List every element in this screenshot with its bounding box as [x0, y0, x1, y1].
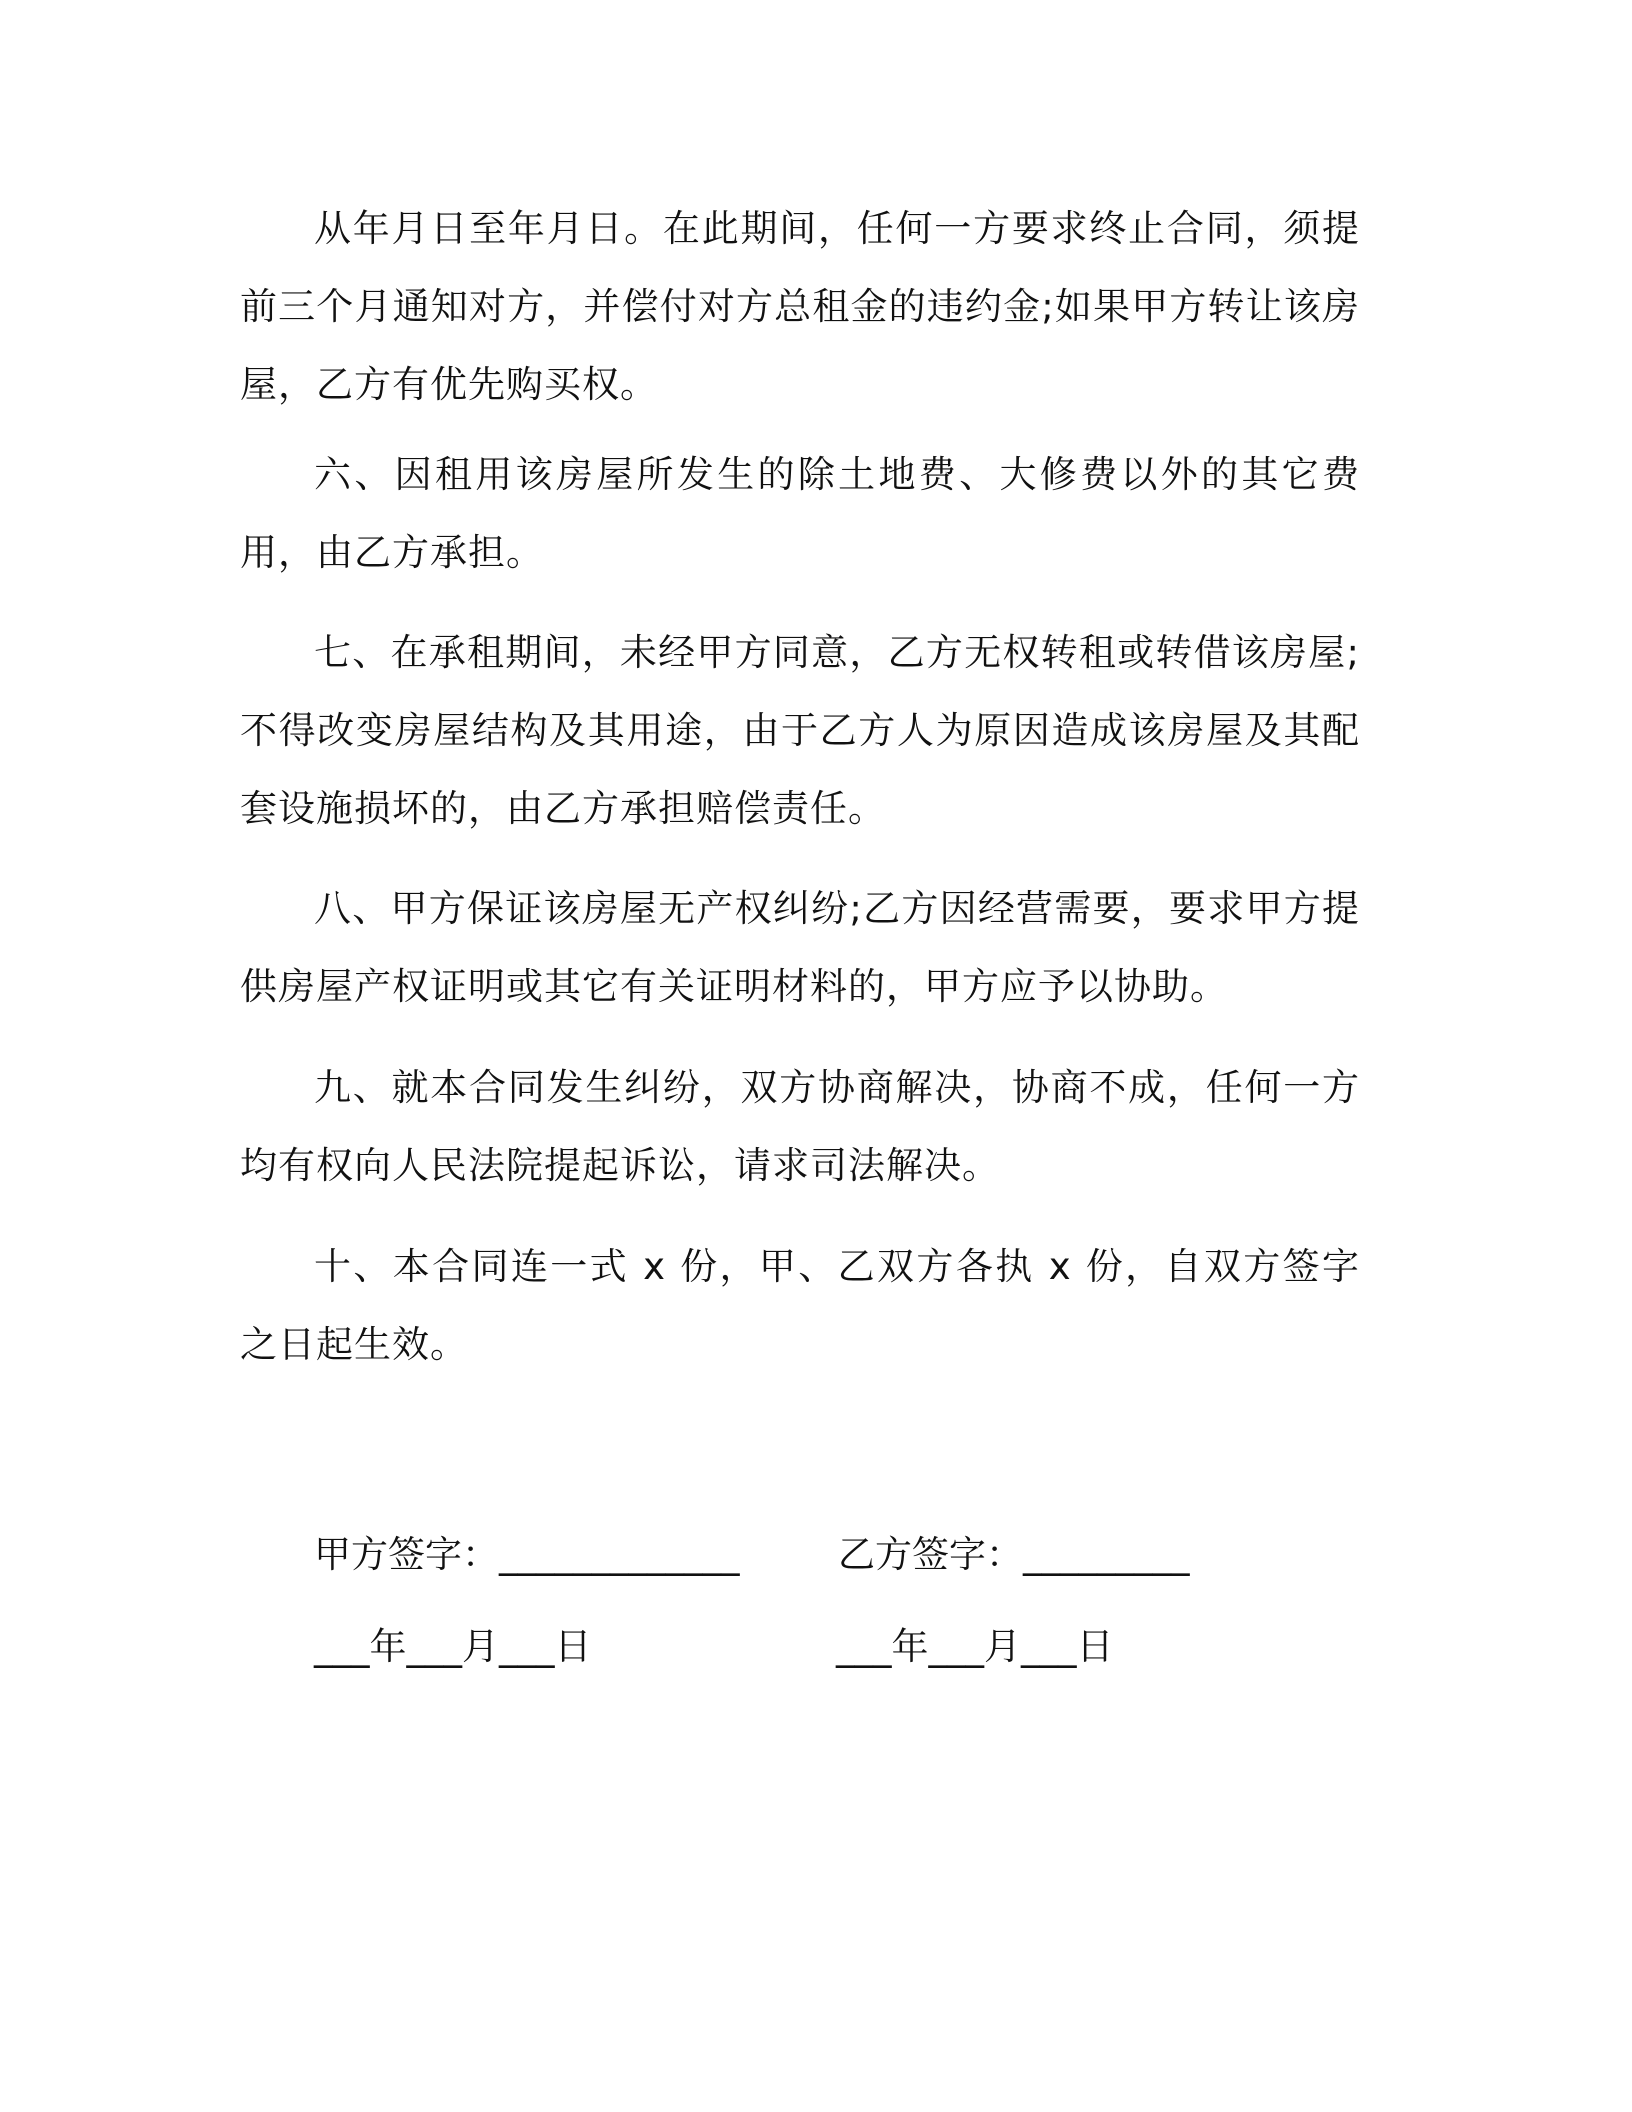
- paragraph-text: 八、甲方保证该房屋无产权纠纷;乙方因经营需要，要求甲方提供房屋产权证明或其它有关证明材料的，甲方应予以协助。: [240, 887, 1360, 1008]
- paragraph-text: 六、因租用该房屋所发生的除土地费、大修费以外的其它费用，由乙方承担。: [240, 453, 1360, 574]
- paragraph-term: [240, 190, 1360, 424]
- party-b-signature-line: 乙方签字：_________: [838, 1533, 1190, 1576]
- paragraph-text: 七、在承租期间，未经甲方同意，乙方无权转租或转借该房屋;不得改变房屋结构及其用途，由于乙方人为原因造成该房屋及其配套设施损坏的，由乙方承担赔偿责任。: [240, 631, 1360, 830]
- paragraph-text: 九、就本合同发生纠纷，双方协商解决，协商不成，任何一方均有权向人民法院提起诉讼，请求司法解决。: [240, 1066, 1360, 1187]
- party-a-date-line: ___年___月___日: [314, 1625, 592, 1668]
- paragraph-text: 十、本合同连一式 x 份，甲、乙双方各执 x 份，自双方签字之日起生效。: [240, 1245, 1360, 1366]
- paragraph-clause-10: [240, 1228, 1360, 1384]
- paragraph-clause-7: [240, 614, 1360, 848]
- paragraph-clause-6: [240, 436, 1360, 592]
- paragraph-text: 从年月日至年月日。在此期间，任何一方要求终止合同，须提前三个月通知对方，并偿付对方总租金的违约金;如果甲方转让该房屋，乙方有优先购买权。: [240, 207, 1360, 406]
- paragraph-clause-9: [240, 1049, 1360, 1205]
- party-a-signature-line: 甲方签字：_____________: [314, 1533, 740, 1576]
- party-b-date-line: ___年___月___日: [836, 1625, 1114, 1668]
- paragraph-clause-8: [240, 870, 1360, 1026]
